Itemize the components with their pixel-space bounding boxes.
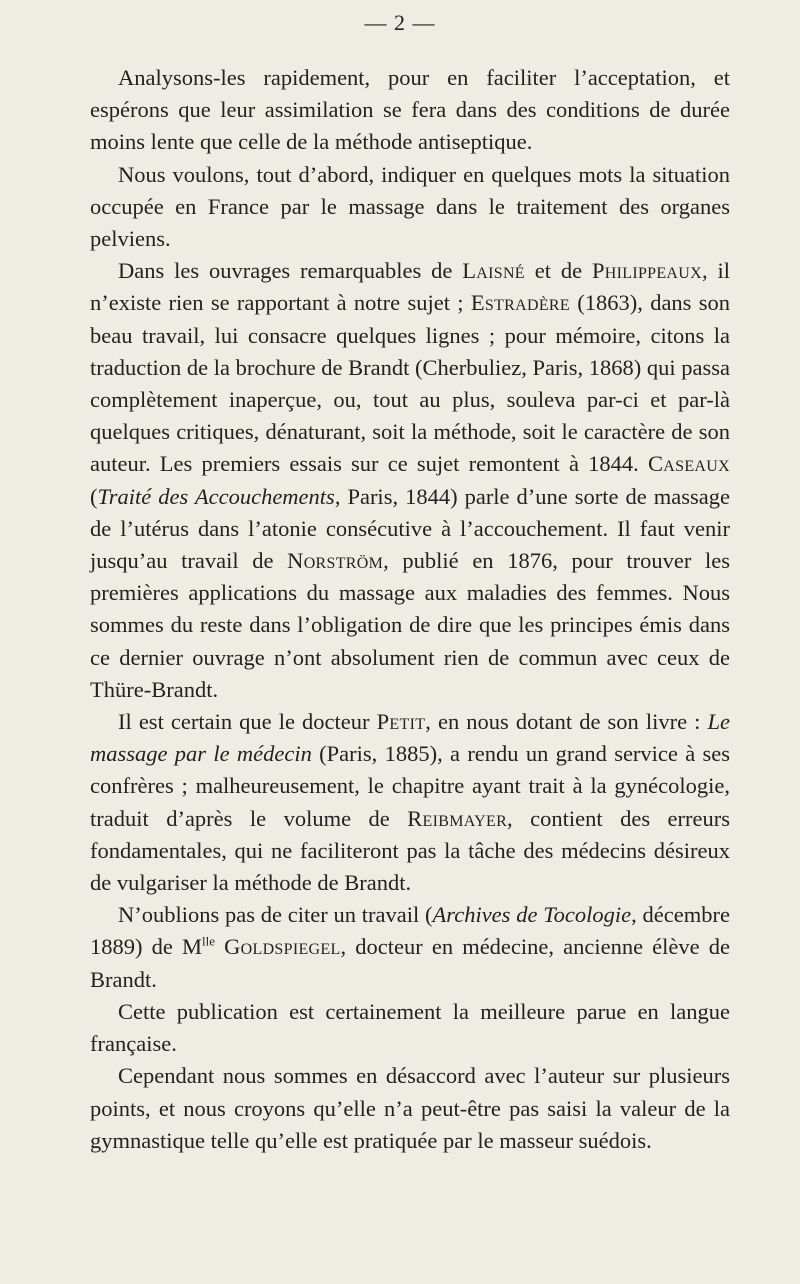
page-number: — 2 — [364,10,436,35]
work-title-traite: Traité des Accouchements [97,483,335,509]
paragraph-1: Analysons-les rapidement, pour en faciliter l’acceptation, et espérons que leur assimilation se fera dans des conditions de durée moins lente que celle de la méthode antiseptique. [90,65,730,155]
paragraph-2: Nous voulons, tout d’abord, indiquer en quelques mots la situation occupée en France par le massage dans le traitement des organes pelviens. [90,161,730,252]
body-text [90,62,730,1157]
paragraph-3: Dans les ouvrages remarquables de Laisné et de Philippeaux, il n’existe rien se rapportant à notre sujet ; Estradère (1863), dans son beau travail, lui consacre quelques lignes ; pour mémoire, citons la traduction de la brochure de Brandt (Cherbuliez, Paris, 1868) qui passa complètement inaperçue, ou, tout au plus, souleva par-ci et par-là quelques critiques, dénaturant, soit la méthode, soit le caractère de son auteur. Les premiers essais sur ce sujet remontent à 1844. Caseaux (Traité des Accouchements, Paris, 1844) parle d’une sorte de massage de l’utérus dans l’atonie consécutive à l’accouchement. Il faut venir jusqu’au travail de Norström, publié en 1876, pour trouver les premières applications du massage aux maladies des femmes. Nous sommes du reste dans l’obligation de dire que les principes émis dans ce dernier ouvrage n’ont absolument rien de commun avec ceux de Thüre-Brandt. [90,258,731,702]
paragraph-5: N’oublions pas de citer un travail (Archives de Tocologie, décembre 1889) de $M^{lle}$ Goldspiegel, docteur en médecine, ancienne élève de Brandt. [90,902,730,992]
author-philippeaux: Philippeaux [591,258,702,284]
author-petit: Petit [376,709,426,735]
author-norstrom: Norström [287,548,384,574]
paragraph-4: Il est certain que le docteur Petit, en nous dotant de son livre : Le massage par le médecin (Paris, 1885), a rendu un grand service à ses confrères ; malheureusement, le chapitre ayant trait à la gynécologie, traduit d’après le volume de Reibmayer, contient des erreurs fondamentales, qui ne faciliteront pas la tâche des médecins désireux de vulgariser la méthode de Brandt. [90,709,730,896]
paragraph-6: Cette publication est certainement la meilleure parue en langue française. [90,998,730,1057]
author-laisne: Laisné [462,258,525,284]
author-caseaux: Caseaux [648,451,730,477]
author-goldspiegel: Goldspiegel [224,934,341,960]
author-reibmayer: Reibmayer [407,805,508,831]
work-title-archives: Archives de Tocologie [432,902,632,928]
work-title-massage: Le massage par le médecin [90,709,730,767]
paragraph-7: Cependant nous sommes en désaccord avec l’auteur sur plusieurs points, et nous croyons qu’elle n’a peut-être pas saisi la valeur de la gymnastique telle qu’elle est pratiquée par le masseur suédois. [90,1063,730,1153]
author-estradere: Estradère [470,290,570,316]
